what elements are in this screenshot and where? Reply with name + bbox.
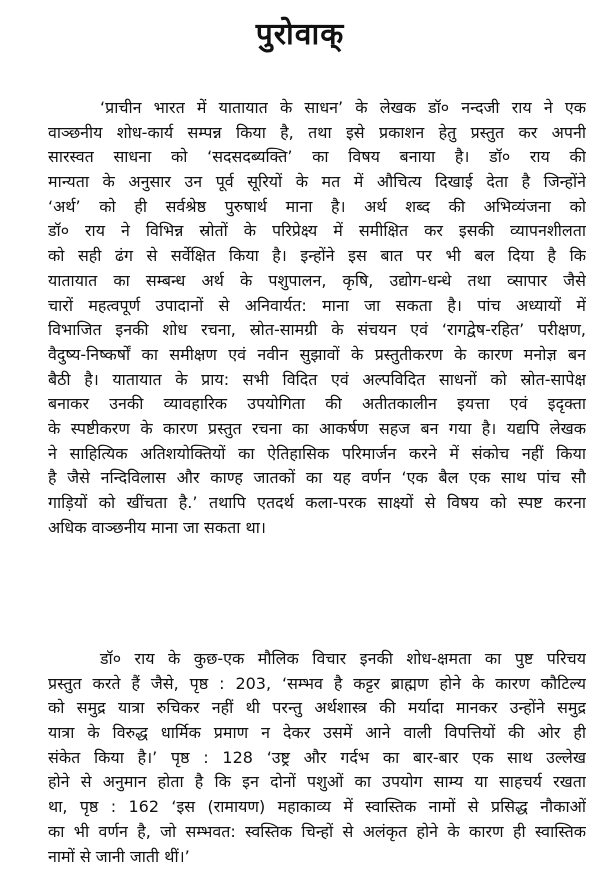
- text-line: के स्पष्टीकरण के कारण प्रस्तुत रचना का आकर्षण सहज बन गया है। यद्यपि लेखक: [48, 418, 586, 438]
- text-line: डॉ० राय ने विभिन्न स्रोतों के परिप्रेक्ष्य में समीक्षित कर इसकी व्यापनशीलता: [48, 221, 586, 241]
- text-line: नामों से जानी जाती थीं।’: [48, 846, 190, 866]
- text-line: बनाकर उनकी व्यावहारिक उपयोगिता की अतीतकालीन इयत्ता एवं इदृक्ता: [48, 394, 586, 414]
- text-line: यात्रा के विरुद्ध धार्मिक प्रमाण न देकर उसमें आने वाली विपत्तियों की ओर ही: [48, 723, 586, 743]
- page-title: पुरोवाक्: [255, 17, 345, 52]
- text-line: को समुद्र यात्रा रुचिकर नहीं थी परन्तु अर्थशास्त्र की मर्यादा मानकर उन्होंने समुद्र: [48, 698, 586, 718]
- paragraph-2: [48, 647, 586, 869]
- text-line: यातायात का सम्बन्ध अर्थ के पशुपालन, कृषि, उद्योग-धन्धे तथा व्सापार जैसे: [48, 270, 586, 290]
- text-line: है जैसे नन्दिविलास और काण्ह जातकों का यह वर्णन ‘एक बैल एक साथ पांच सौ: [48, 468, 586, 488]
- text-line: सारस्वत साधना को ‘सदसदब्यक्ति’ का विषय बनाया है। डॉ० राय की: [48, 147, 586, 167]
- text-line: संकेत किया है।’ पृष्ठ : 128 ‘उष्ट्र और गर्दभ का बार-बार एक साथ उल्लेख: [48, 747, 586, 767]
- text-line: प्रस्तुत करते हैं जैसे, पृष्ठ : 203, ‘सम्भव है कट्टर ब्राह्मण होने के कारण कौटिल्य: [48, 673, 586, 693]
- text-line: डॉ० राय के कुछ-एक मौलिक विचार इनकी शोध-क्षमता का पुष्ट परिचय: [100, 649, 586, 668]
- text-line: मान्यता के अनुसार उन पूर्व सूरियों के मत में औचित्य दिखाई देता है जिन्होंने: [48, 172, 586, 192]
- text-line: बैठी है। यातायात के प्राय: सभी विदित एवं अल्पविदित साधनों को स्रोत-सापेक्ष: [48, 369, 586, 389]
- text-line: ने साहित्यिक अतिशयोक्तियों का ऐतिहासिक परिमार्जन करने में संकोच नहीं किया: [48, 443, 586, 463]
- text-line: होने से अनुमान होता है कि इन दोनों पशुओं का उपयोग साम्य या साहचर्य रखता: [48, 772, 586, 792]
- text-line: गाड़ियों को खींचता है.’ तथापि एतदर्थ कला-परक साक्ष्यों से विषय को स्पष्ट करना: [48, 493, 586, 512]
- text-line: को सही ढंग से सर्वेक्षित किया है। इन्होंने इस बात पर भी बल दिया है कि: [48, 246, 586, 266]
- text-line: ‘अर्थ’ को ही सर्वश्रेष्ठ पुरुषार्थ माना है। अर्थ शब्द की अभिव्यंजना को: [48, 196, 586, 216]
- text-line: अधिक वाञ्छनीय माना जा सकता था।: [48, 517, 266, 537]
- text-line: था, पृष्ठ : 162 ‘इस (रामायण) महाकाव्य में स्वास्तिक नामों से प्रसिद्ध नौकाओं: [48, 797, 586, 817]
- text-line: विभाजित इनकी शोध रचना, स्रोत-सामग्री के संचयन एवं ‘रागद्वेष-रहित’ परीक्षण,: [48, 320, 586, 340]
- text-line: चारों महत्वपूर्ण उपादानों से अनिवार्यत: माना जा सकता है। पांच अध्यायों में: [48, 295, 586, 315]
- text-line: का भी वर्णन है, जो सम्भवत: स्वस्तिक चिन्हों से अलंकृत होने के कारण ही स्वास्तिक: [48, 821, 586, 841]
- text-line: ‘प्राचीन भारत में यातायात के साधन’ के लेखक डॉ० नन्दजी राय ने एक: [100, 98, 586, 117]
- text-line: वाञ्छनीय शोध-कार्य सम्पन्न किया है, तथा इसे प्रकाशन हेतु प्रस्तुत कर अपनी: [48, 122, 586, 142]
- paragraph-1: [48, 96, 586, 540]
- text-line: वैदुष्य-निष्कर्षों का समीक्षण एवं नवीन सुझावों के प्रस्तुतीकरण के कारण मनोज्ञ बन: [48, 344, 586, 364]
